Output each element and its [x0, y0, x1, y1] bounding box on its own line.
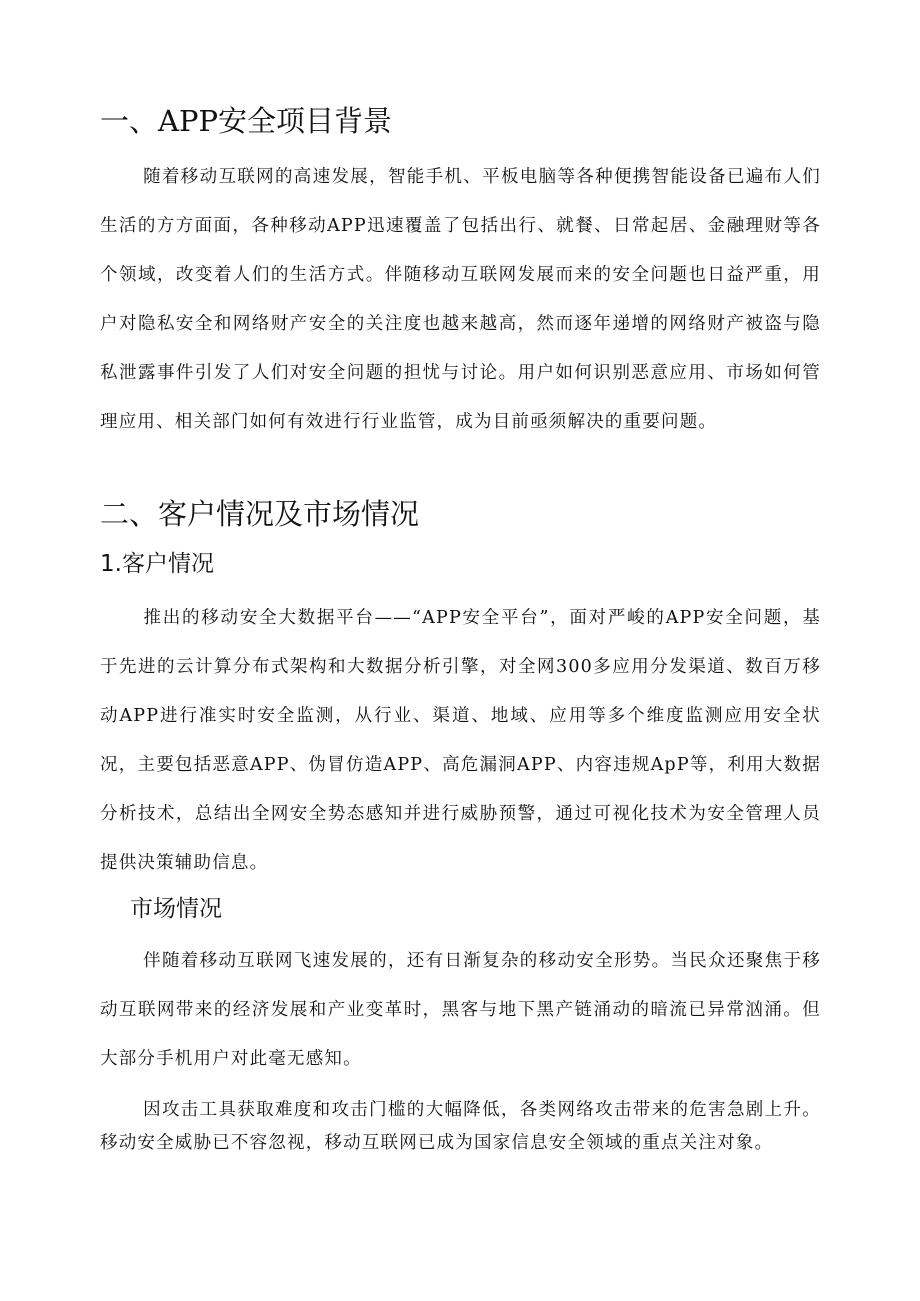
paragraph-customer	[100, 594, 821, 888]
paragraph-background	[100, 153, 821, 447]
subsection-heading-customer: 1.客户情况	[100, 551, 214, 577]
paragraph-market-2-text: 因攻击工具获取难度和攻击门槛的大幅降低，各类网络攻击带来的危害急剧上升。移动安全威胁已不容忽视，移动互联网已成为国家信息安全领域的重点关注对象。	[100, 1100, 821, 1153]
paragraph-customer-text: 推出的移动安全大数据平台——“APP安全平台”，面对严峻的APP安全问题，基于先进的云计算分布式架构和大数据分析引擎，对全网300多应用分发渠道、数百万移动APP进行准实时安全监测，从行业、渠道、地域、应用等多个维度监测应用安全状况，主要包括恶意APP、伪冒仿造APP、高危漏洞APP、内容违规ApP等，利用大数据分析技术，总结出全网安全势态感知并进行威胁预警，通过可视化技术为安全管理人员提供决策辅助信息。	[100, 608, 821, 873]
paragraph-market-1	[100, 937, 821, 1084]
subsection-heading-market: 市场情况	[130, 896, 222, 922]
section-heading-background: 一、APP安全项目背景	[100, 104, 392, 138]
paragraph-market-1-text: 伴随着移动互联网飞速发展的，还有日渐复杂的移动安全形势。当民众还聚焦于移动互联网带来的经济发展和产业变革时，黑客与地下黑产链涌动的暗流已异常汹涌。但大部分手机用户对此毫无感知。	[100, 951, 821, 1069]
paragraph-background-text: 随着移动互联网的高速发展，智能手机、平板电脑等各种便携智能设备已遍布人们生活的方方面面，各种移动APP迅速覆盖了包括出行、就餐、日常起居、金融理财等各个领域，改变着人们的生活方式。伴随移动互联网发展而来的安全问题也日益严重，用户对隐私安全和网络财产安全的关注度也越来越高，然而逐年递增的网络财产被盗与隐私泄露事件引发了人们对安全问题的担忧与讨论。用户如何识别恶意应用、市场如何管理应用、相关部门如何有效进行行业监管，成为目前亟须解决的重要问题。	[100, 167, 821, 432]
section-heading-customer-market: 二、客户情况及市场情况	[100, 497, 420, 531]
paragraph-market-2	[100, 1094, 821, 1160]
